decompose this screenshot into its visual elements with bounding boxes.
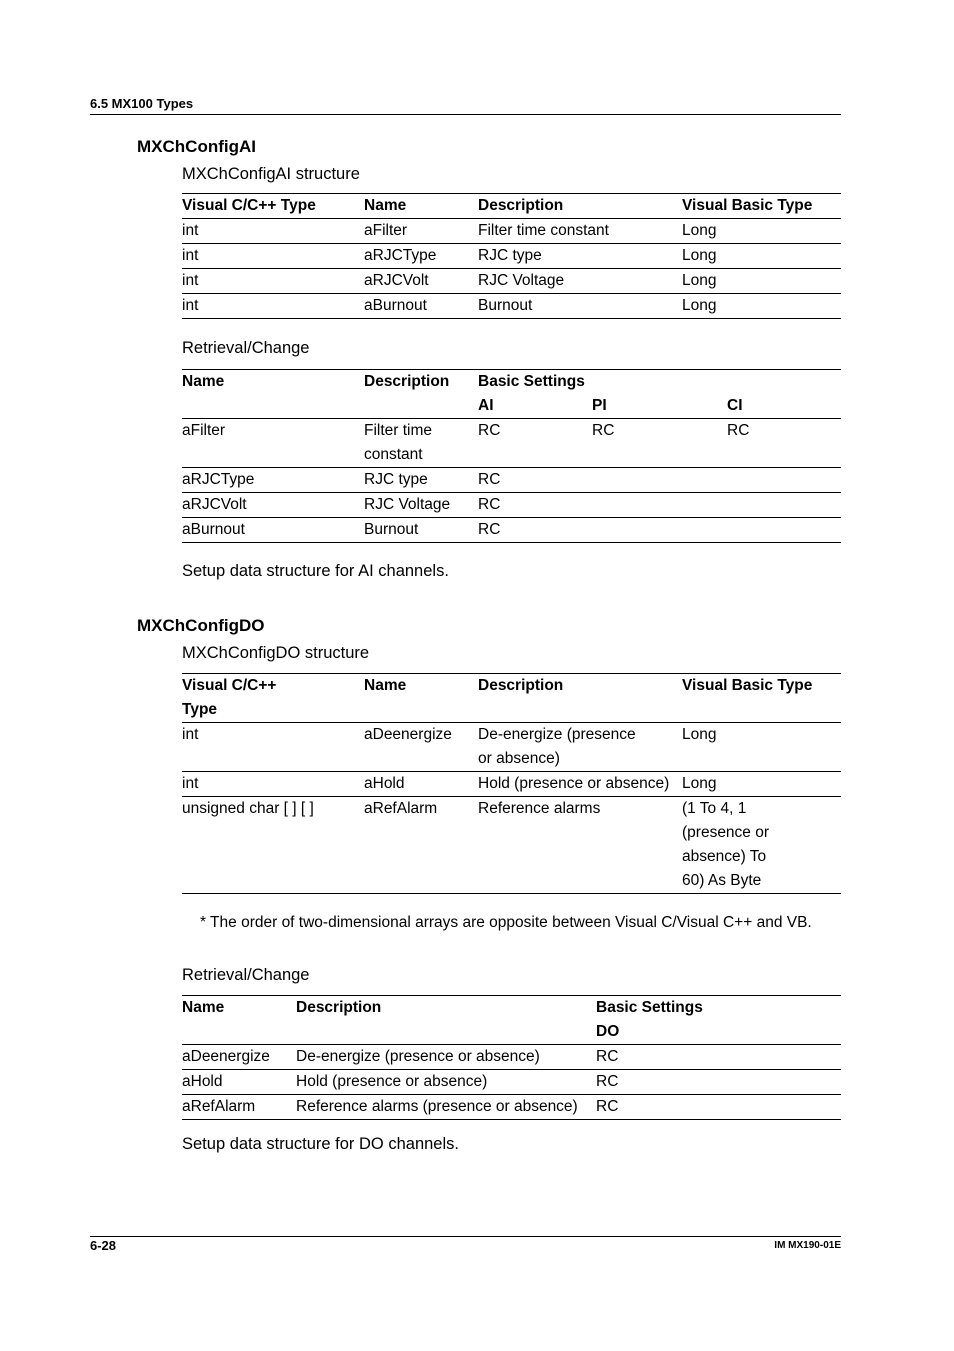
table-cell (592, 493, 727, 518)
column-header: Basic Settings (478, 370, 841, 395)
table-cell: RJC Voltage (478, 269, 682, 294)
column-header: Visual Basic Type (682, 194, 841, 219)
footer-rule (90, 1236, 841, 1237)
column-header: Name (364, 194, 478, 219)
do-retrieval-table (182, 995, 841, 1120)
ai-retrieval-table (182, 369, 841, 543)
table-subheader-row (182, 1020, 841, 1045)
table-cell: Long (682, 244, 841, 269)
section-title-ai: MXChConfigAI (137, 137, 256, 156)
table-cell: aBurnout (364, 294, 478, 319)
table-cell: aRefAlarm (182, 1095, 296, 1120)
table-cell: aFilter (364, 219, 478, 244)
ai-structure-table (182, 193, 841, 319)
table-cell: aDeenergize (364, 723, 478, 772)
column-subheader: CI (727, 397, 743, 414)
column-header: Name (182, 370, 364, 395)
table-cell: RJC type (478, 244, 682, 269)
table-cell: RC (727, 419, 841, 468)
table-cell (727, 493, 841, 518)
table-cell (727, 468, 841, 493)
column-subheader: PI (592, 397, 607, 414)
footnote: * The order of two-dimensional arrays are opposite between Visual C/Visual C++ and VB. (200, 914, 812, 931)
column-header: Description (478, 194, 682, 219)
table-cell: int (182, 244, 364, 269)
table-cell: aRJCType (182, 468, 364, 493)
table-cell: (1 To 4, 1 (presence or absence) To 60) As Byte (682, 797, 841, 894)
table-cell: Reference alarms (presence or absence) (296, 1095, 596, 1120)
table-cell: RC (478, 518, 592, 543)
do-structure-table (182, 673, 841, 894)
header-rule (90, 114, 841, 115)
table-cell: RC (478, 493, 592, 518)
table-cell: aHold (182, 1070, 296, 1095)
table-cell: int (182, 772, 364, 797)
table-cell: aRefAlarm (364, 797, 478, 894)
table-header-row (182, 674, 841, 723)
ai-retrieval-caption: Retrieval/Change (182, 339, 310, 357)
table-cell: aBurnout (182, 518, 364, 543)
table-cell: Reference alarms (478, 797, 682, 894)
table-cell: RC (596, 1070, 841, 1095)
table-subheader-row (182, 394, 841, 419)
table-cell: aFilter (182, 419, 364, 468)
table-header-row (182, 996, 841, 1021)
column-subheader: DO (596, 1023, 620, 1040)
table-cell: int (182, 723, 364, 772)
table-cell: De-energize (presence or absence) (296, 1045, 596, 1070)
ai-structure-caption: MXChConfigAI structure (182, 165, 360, 183)
table-row (182, 419, 841, 468)
do-retrieval-caption: Retrieval/Change (182, 966, 310, 984)
column-header: Basic Settings (596, 996, 841, 1021)
table-row (182, 797, 841, 894)
column-header: Description (296, 996, 596, 1021)
table-row (182, 723, 841, 772)
table-row (182, 518, 841, 543)
table-row (182, 1045, 841, 1070)
running-header: 6.5 MX100 Types (90, 96, 194, 111)
page-number: 6-28 (90, 1238, 117, 1253)
column-header: Name (364, 674, 478, 723)
table-cell: Filter time constant (364, 419, 478, 468)
table-cell: aRJCVolt (182, 493, 364, 518)
table-row (182, 269, 841, 294)
column-header: Visual C/C++ Type (182, 194, 364, 219)
ai-setup-text: Setup data structure for AI channels. (182, 562, 449, 580)
table-row (182, 493, 841, 518)
table-cell: int (182, 294, 364, 319)
table-cell (592, 518, 727, 543)
table-cell: int (182, 219, 364, 244)
table-row (182, 1070, 841, 1095)
table-row (182, 772, 841, 797)
table-row (182, 294, 841, 319)
table-cell: De-energize (presence or absence) (478, 723, 682, 772)
table-row (182, 1095, 841, 1120)
table-cell: aRJCVolt (364, 269, 478, 294)
column-header: Visual Basic Type (682, 674, 841, 723)
table-cell: Burnout (364, 518, 478, 543)
table-row (182, 244, 841, 269)
table-cell: Long (682, 269, 841, 294)
table-cell: RC (478, 419, 592, 468)
column-header: Description (364, 370, 478, 395)
column-header: Name (182, 996, 296, 1021)
do-structure-caption: MXChConfigDO structure (182, 644, 370, 662)
table-cell: Long (682, 294, 841, 319)
table-cell: aRJCType (364, 244, 478, 269)
table-cell: Filter time constant (478, 219, 682, 244)
do-setup-text: Setup data structure for DO channels. (182, 1135, 459, 1153)
table-cell: RC (592, 419, 727, 468)
column-header: Description (478, 674, 682, 723)
table-cell: Long (682, 723, 841, 772)
table-cell: Hold (presence or absence) (296, 1070, 596, 1095)
table-cell: aHold (364, 772, 478, 797)
column-subheader: AI (478, 397, 494, 414)
table-cell: Burnout (478, 294, 682, 319)
table-cell: RJC Voltage (364, 493, 478, 518)
table-header-row (182, 194, 841, 219)
table-cell: Long (682, 772, 841, 797)
table-cell: RC (596, 1045, 841, 1070)
table-cell: int (182, 269, 364, 294)
table-cell: RC (478, 468, 592, 493)
table-cell (727, 518, 841, 543)
table-cell (592, 468, 727, 493)
section-title-do: MXChConfigDO (137, 616, 265, 635)
table-row (182, 468, 841, 493)
table-cell: unsigned char [ ] [ ] (182, 797, 364, 894)
table-cell: aDeenergize (182, 1045, 296, 1070)
table-cell: Hold (presence or absence) (478, 772, 682, 797)
table-cell: RJC type (364, 468, 478, 493)
table-row (182, 219, 841, 244)
table-cell: Long (682, 219, 841, 244)
table-cell: RC (596, 1095, 841, 1120)
document-id: IM MX190-01E (774, 1240, 841, 1251)
table-header-row (182, 370, 841, 395)
column-header: Visual C/C++ Type (182, 674, 364, 723)
